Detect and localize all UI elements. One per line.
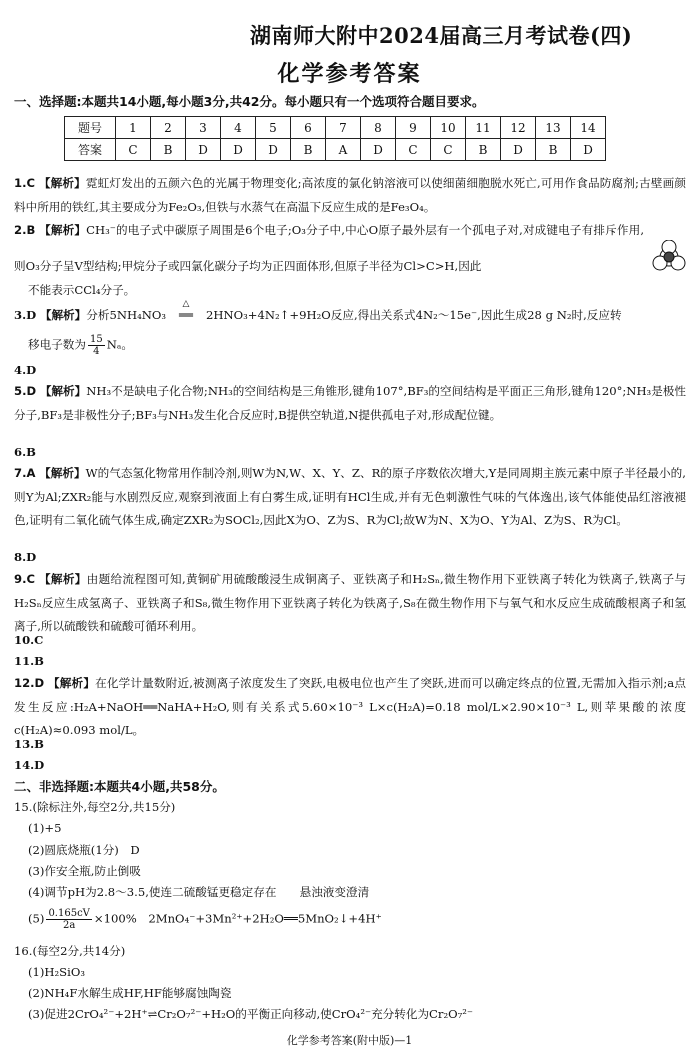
q7-tag: 【解析】 bbox=[39, 466, 86, 480]
q16-part1: (1)H₂SiO₃ bbox=[28, 965, 85, 979]
answer-cell: B bbox=[466, 139, 501, 161]
answer-cell: D bbox=[571, 139, 606, 161]
q15-part5-post: ×100% 2MnO₄⁻+3Mn²⁺+2H₂O══5MnO₂↓+4H⁺ bbox=[93, 911, 382, 926]
q15-part4: (4)调节pH为2.8～3.5,使连二硫酸锰更稳定存在 悬浊液变澄清 bbox=[28, 885, 370, 899]
q1-text: 霓虹灯发出的五颜六色的光属于物理变化;高浓度的氯化钠溶液可以使细菌细胞脱水死亡,可用作食品防腐剂;古壁画颜料中所用的铁红,其主要成分为Fe₂O₃,但铁与水蒸气在高温下反应生成的是Fe₃O₄。 bbox=[14, 176, 686, 214]
q5-text: NH₃不是缺电子化合物;NH₃的空间结构是三角锥形,键角107°,BF₃的空间结构是平面正三角形,键角120°;NH₃是极性分子,BF₃是非极性分子;BF₃与NH₃发生化合反应时,B提供空轨道,N提供孤电子对,形成配位键。 bbox=[14, 384, 686, 422]
answer-cell: B bbox=[291, 139, 326, 161]
q3-text-a: 分析5NH₄NO₃ bbox=[86, 308, 167, 322]
answer-cell: C bbox=[396, 139, 431, 161]
q3-text-b: 2HNO₃+4N₂↑+9H₂O反应,得出关系式4N₂～15e⁻,因此生成28 g N₂时,反应转 bbox=[206, 308, 622, 322]
q6-answer: 6.B bbox=[14, 445, 36, 459]
q10-answer: 10.C bbox=[14, 633, 44, 647]
q8-answer: 8.D bbox=[14, 550, 37, 564]
q2-tag: 【解析】 bbox=[39, 223, 87, 237]
answer-cell: C bbox=[116, 139, 151, 161]
question-number-cell: 8 bbox=[361, 117, 396, 139]
question-number-cell: 6 bbox=[291, 117, 326, 139]
question-number-cell: 9 bbox=[396, 117, 431, 139]
q15-part2: (2)圆底烧瓶(1分) D bbox=[28, 843, 140, 857]
question-number-cell: 12 bbox=[501, 117, 536, 139]
answer-table-number-label: 题号 bbox=[65, 117, 116, 139]
q3-fraction bbox=[88, 334, 105, 357]
page-subtitle: 化学参考答案 bbox=[277, 61, 422, 87]
q7-prefix: 7.A bbox=[14, 466, 36, 480]
q3-line2 bbox=[28, 334, 133, 357]
q15-part5-pre: (5) bbox=[28, 911, 45, 926]
question-number-cell: 3 bbox=[186, 117, 221, 139]
q12-explanation bbox=[14, 672, 686, 743]
q16-part3: (3)促进2CrO₄²⁻+2H⁺⇌Cr₂O₇²⁻+H₂O的平衡正向移动,使CrO₄²⁻充分转化为Cr₂O₇²⁻ bbox=[28, 1007, 474, 1021]
q12-text: 在化学计量数附近,被测离子浓度发生了突跃,电极电位也产生了突跃,进而可以确定终点的位置,无需加入指示剂;a点发生反应:H₂A+NaOH══NaHA+H₂O,则有关系式5.60×10⁻³ L×c(H₂A)=0.18 mol/L×2.90×10⁻³ L,则苹果酸的浓度c(H₂A)≈0.093 mol/L。 bbox=[14, 676, 686, 737]
q15-head: 15.(除标注外,每空2分,共15分) bbox=[14, 800, 176, 814]
q3-line2-b: Nₐ。 bbox=[106, 337, 133, 352]
question-number-cell: 14 bbox=[571, 117, 606, 139]
q12-prefix: 12.D bbox=[14, 676, 45, 690]
question-number-cell: 4 bbox=[221, 117, 256, 139]
q4-answer: 4.D bbox=[14, 363, 37, 377]
q9-explanation bbox=[14, 568, 686, 639]
page-title: 湖南师大附中2024届高三月考试卷(四) bbox=[250, 23, 633, 48]
q2-prefix: 2.B bbox=[14, 223, 36, 237]
q15-frac-num: 0.165cV bbox=[48, 908, 90, 919]
q5-explanation bbox=[14, 380, 686, 427]
q13-answer: 13.B bbox=[14, 737, 44, 751]
question-number-cell: 5 bbox=[256, 117, 291, 139]
page-footer: 化学参考答案(附中版)—1 bbox=[286, 1034, 413, 1047]
answer-table-number-row bbox=[65, 117, 606, 139]
answer-cell: D bbox=[186, 139, 221, 161]
q15-fraction bbox=[46, 908, 91, 931]
q3-prefix: 3.D bbox=[14, 308, 37, 322]
section2-heading: 二、非选择题:本题共4小题,共58分。 bbox=[14, 779, 225, 794]
q9-tag: 【解析】 bbox=[39, 572, 87, 586]
q3-tag: 【解析】 bbox=[39, 308, 87, 322]
q7-text: W的气态氢化物常用作制冷剂,则W为N,W、X、Y、Z、R的原子序数依次增大,Y是同周期主族元素中原子半径最小的,则Y为Al;ZXR₂能与水剧烈反应,观察到液面上有白雾生成,证明有HCl生成,并有无色刺激性气味的气体逸出,该气体能使品红溶液褪色,证明有二氧化硫气体生成,确定ZXR₂为SOCl₂,因此X为O、Z为S、R为Cl;故W为N、X为O、Y为Al、Z为S、R为Cl。 bbox=[14, 466, 686, 527]
q3-line2-a: 移电子数为 bbox=[28, 337, 86, 352]
answer-cell: B bbox=[536, 139, 571, 161]
answer-cell: B bbox=[151, 139, 186, 161]
q5-tag: 【解析】 bbox=[39, 384, 87, 398]
q3-line1 bbox=[14, 299, 622, 325]
q9-text: 由题给流程图可知,黄铜矿用硫酸酸浸生成铜离子、亚铁离子和H₂Sₙ,微生物作用下亚铁离子转化为铁离子,铁离子与H₂Sₙ反应生成氢离子、亚铁离子和S₈,微生物作用下亚铁离子转化为铁离子,S₈在微生物作用下与氧气和水反应生成硫酸根离子和氢离子,所以硫酸铁和硫酸可循环利用。 bbox=[14, 572, 686, 633]
answer-cell: D bbox=[256, 139, 291, 161]
question-number-cell: 11 bbox=[466, 117, 501, 139]
answer-cell: D bbox=[221, 139, 256, 161]
answer-cell: C bbox=[431, 139, 466, 161]
q3-frac-den: 4 bbox=[93, 346, 100, 357]
q14-answer: 14.D bbox=[14, 758, 45, 772]
answer-cell: D bbox=[361, 139, 396, 161]
question-number-cell: 2 bbox=[151, 117, 186, 139]
q7-explanation bbox=[14, 462, 686, 533]
q1-tag: 【解析】 bbox=[38, 176, 86, 190]
question-number-cell: 7 bbox=[326, 117, 361, 139]
q2-explanation bbox=[14, 212, 644, 284]
q15-frac-den: 2a bbox=[63, 920, 76, 931]
q1-prefix: 1.C bbox=[14, 176, 35, 190]
q15-part1: (1)+5 bbox=[28, 821, 62, 835]
q16-head: 16.(每空2分,共14分) bbox=[14, 944, 126, 958]
q5-prefix: 5.D bbox=[14, 384, 37, 398]
question-number-cell: 13 bbox=[536, 117, 571, 139]
space-filling-model-icon bbox=[652, 240, 686, 274]
answer-table-answer-label: 答案 bbox=[65, 139, 116, 161]
q3-frac-num: 15 bbox=[89, 334, 103, 345]
q12-tag: 【解析】 bbox=[48, 676, 96, 690]
q9-prefix: 9.C bbox=[14, 572, 35, 586]
answer-cell: A bbox=[326, 139, 361, 161]
q2-text: CH₃⁻的电子式中碳原子周围是6个电子;O₃分子中,中心O原子最外层有一个孤电子对,对成键电子有排斥作用,则O₃分子呈V型结构;甲烷分子或四氯化碳分子均为正四面体形,但原子半径为Cl>C>H,因此 bbox=[14, 223, 645, 273]
section1-heading: 一、选择题:本题共14小题,每小题3分,共42分。每小题只有一个选项符合题目要求。 bbox=[14, 94, 485, 109]
q16-part2: (2)NH₄F水解生成HF,HF能够腐蚀陶瓷 bbox=[28, 986, 232, 1000]
question-number-cell: 10 bbox=[431, 117, 466, 139]
q2-tail: 不能表示CCl₄分子。 bbox=[28, 283, 136, 297]
q11-answer: 11.B bbox=[14, 654, 44, 668]
question-number-cell: 1 bbox=[116, 117, 151, 139]
answer-cell: D bbox=[501, 139, 536, 161]
answer-table bbox=[64, 116, 606, 161]
heat-condition: △ bbox=[182, 299, 190, 309]
q15-part5 bbox=[28, 908, 382, 931]
q15-part3: (3)作安全瓶,防止倒吸 bbox=[28, 864, 141, 878]
answer-table-answer-row bbox=[65, 139, 606, 161]
q3-arrow: △ ══ bbox=[166, 305, 206, 325]
